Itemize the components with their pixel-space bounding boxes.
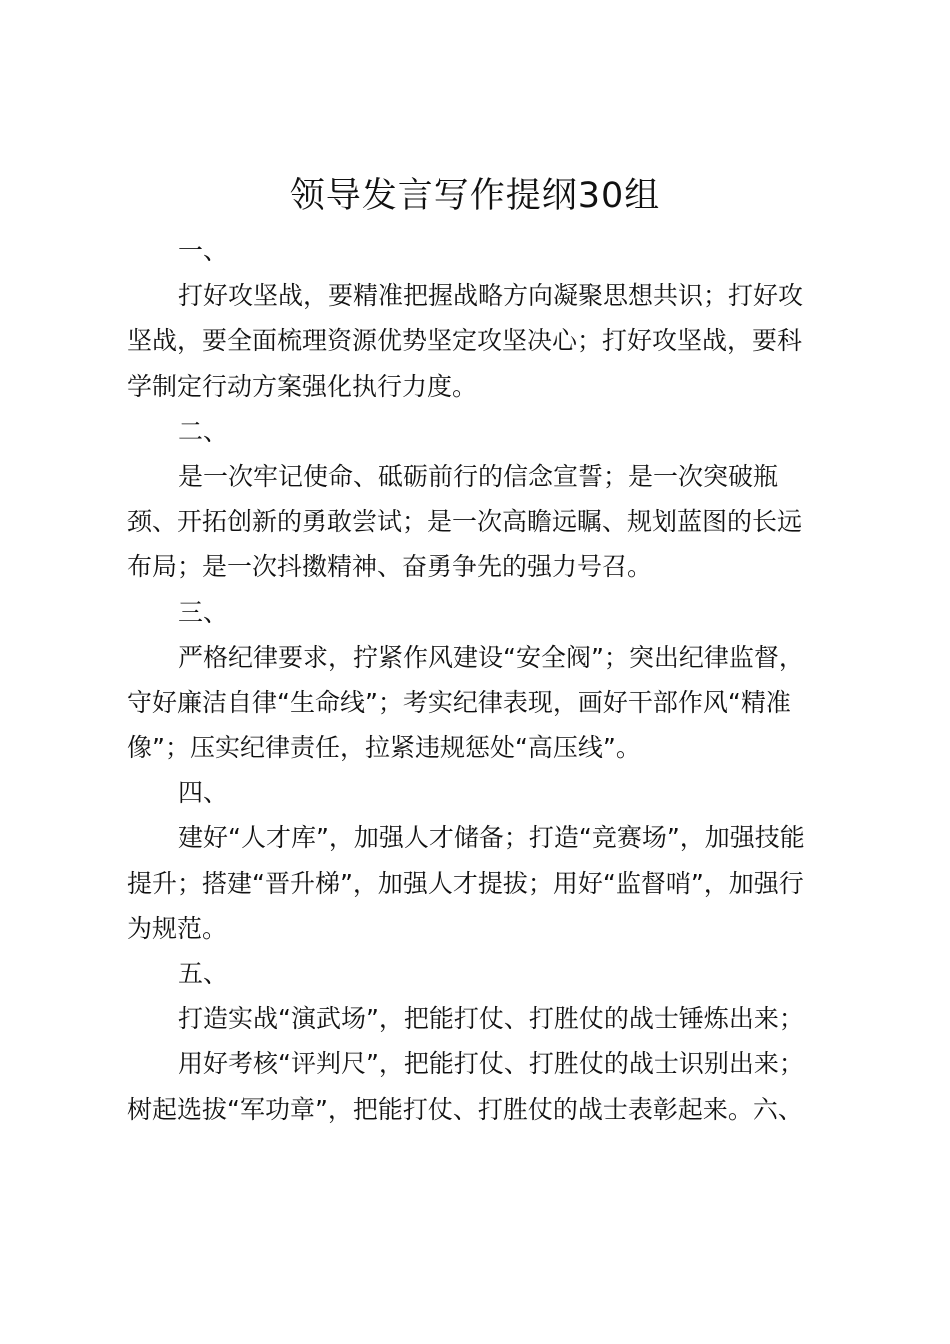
text-line: 五、 xyxy=(178,959,229,988)
text-line: 像”；压实纪律责任，拉紧违规惩处“高压线”。 xyxy=(127,733,641,763)
text-line: 守好廉洁自律“生命线”；考实纪律表现，画好干部作风“精准 xyxy=(127,687,791,717)
text-line: 学制定行动方案强化执行力度。 xyxy=(127,371,478,401)
text-line: 四、 xyxy=(178,778,229,808)
document-title: 领导发言写作提纲30组 xyxy=(289,176,661,216)
text-line: 二、 xyxy=(178,416,229,446)
text-line: 布局；是一次抖擞精神、奋勇争先的强力号召。 xyxy=(127,552,653,582)
text-line: 严格纪律要求，拧紧作风建设“安全阀”；突出纪律监督， xyxy=(178,642,804,672)
text-line: 提升；搭建“晋升梯”，加强人才提拔；用好“监督哨”，加强行 xyxy=(127,868,804,898)
text-line: 用好考核“评判尺”，把能打仗、打胜仗的战士识别出来； xyxy=(178,1049,804,1079)
text-line: 是一次牢记使命、砥砺前行的信念宣誓；是一次突破瓶 xyxy=(178,461,779,491)
text-line: 为规范。 xyxy=(127,913,228,943)
text-line: 三、 xyxy=(178,597,229,627)
text-line: 打好攻坚战，要精准把握战略方向凝聚思想共识；打好攻 xyxy=(178,281,804,311)
text-line: 颈、开拓创新的勇敢尝试；是一次高瞻远瞩、规划蓝图的长远 xyxy=(127,507,803,537)
text-line: 建好“人才库”，加强人才储备；打造“竞赛场”，加强技能 xyxy=(178,823,805,853)
text-line: 坚战，要全面梳理资源优势坚定攻坚决心；打好攻坚战，要科 xyxy=(127,326,803,356)
text-line: 打造实战“演武场”，把能打仗、打胜仗的战士锤炼出来； xyxy=(178,1004,804,1034)
text-line: 一、 xyxy=(178,236,229,265)
text-line: 树起选拔“军功章”，把能打仗、打胜仗的战士表彰起来。六、 xyxy=(127,1094,803,1124)
document-body xyxy=(127,228,833,1132)
